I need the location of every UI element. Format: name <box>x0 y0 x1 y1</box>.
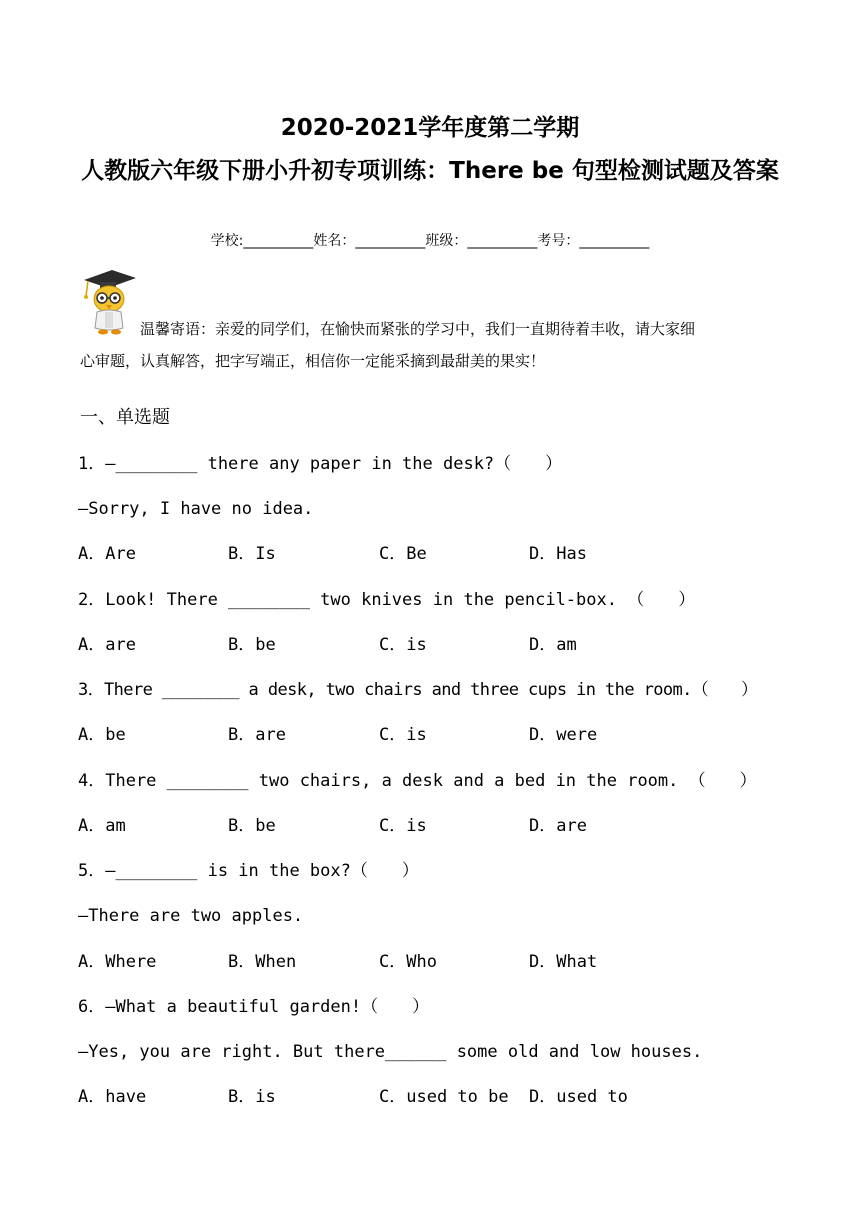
greeting-line-1: 温馨寄语：亲爱的同学们，在愉快而紧张的学习中，我们一直期待着丰收，请大家细 <box>140 320 696 338</box>
question-6-options <box>78 1085 818 1109</box>
question-3-stem: 3．There ________ a desk, two chairs and three cups in the room.（ ） <box>78 680 758 700</box>
option-b: B．be <box>228 816 276 836</box>
question-4-options <box>78 814 818 838</box>
page-title: 2020-2021学年度第二学期 <box>280 115 580 141</box>
option-b: B．When <box>228 952 297 972</box>
option-c: C．used to be <box>379 1087 509 1107</box>
option-c: C．Who <box>379 952 437 972</box>
option-c: C．is <box>379 635 427 655</box>
option-b: B．are <box>228 725 286 745</box>
option-a: A．Where <box>78 952 157 972</box>
option-c: C．Be <box>379 544 427 564</box>
option-d: D．used to <box>529 1087 628 1107</box>
option-a: A．Are <box>78 544 136 564</box>
option-d: D．Has <box>529 544 587 564</box>
option-d: D．What <box>529 952 598 972</box>
student-info-line: 学校:__________姓名：__________班级：__________考号：__________ <box>210 233 650 249</box>
question-6-dialog: —Yes, you are right. But there______ some old and low houses. <box>78 1042 703 1062</box>
question-1-stem: 1．—________ there any paper in the desk?（ ） <box>78 454 563 474</box>
question-2-stem: 2．Look! There ________ two knives in the pencil-box. （ ） <box>78 590 696 610</box>
question-5-dialog: —There are two apples. <box>78 906 304 926</box>
option-b: B．be <box>228 635 276 655</box>
question-3-options <box>78 723 818 747</box>
option-a: A．have <box>78 1087 147 1107</box>
option-d: D．were <box>529 725 598 745</box>
option-b: B．is <box>228 1087 276 1107</box>
question-4-stem: 4．There ________ two chairs, a desk and a bed in the room. （ ） <box>78 771 757 791</box>
option-c: C．is <box>379 816 427 836</box>
section-heading: 一、单选题 <box>80 407 170 428</box>
option-b: B．Is <box>228 544 276 564</box>
question-6-stem: 6．—What a beautiful garden!（ ） <box>78 997 430 1017</box>
question-1-options <box>78 542 818 566</box>
option-c: C．is <box>379 725 427 745</box>
question-2-options <box>78 633 818 657</box>
option-d: D．are <box>529 816 587 836</box>
page-subtitle: 人教版六年级下册小升初专项训练：There be 句型检测试题及答案 <box>81 158 779 184</box>
option-a: A．be <box>78 725 126 745</box>
question-5-options <box>78 950 818 974</box>
question-1-dialog: —Sorry, I have no idea. <box>78 499 314 519</box>
option-a: A．are <box>78 635 136 655</box>
option-d: D．am <box>529 635 577 655</box>
option-a: A．am <box>78 816 126 836</box>
graduate-mascot-icon <box>78 266 140 338</box>
question-5-stem: 5．—________ is in the box?（ ） <box>78 861 419 881</box>
greeting-line-2: 心审题，认真解答，把字写端正，相信你一定能采摘到最甜美的果实！ <box>80 352 546 370</box>
